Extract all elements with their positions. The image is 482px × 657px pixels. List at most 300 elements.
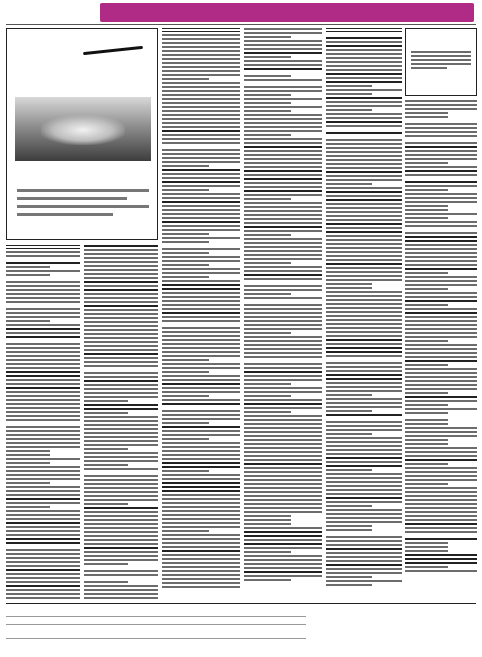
text-line xyxy=(405,304,448,306)
text-line xyxy=(6,530,80,532)
text-line xyxy=(405,185,477,187)
text-line xyxy=(326,441,402,443)
text-line xyxy=(162,38,240,40)
text-line xyxy=(6,324,80,326)
text-line xyxy=(162,169,240,171)
text-line xyxy=(405,487,477,489)
text-line xyxy=(326,77,402,79)
text-line xyxy=(162,502,240,504)
text-line xyxy=(326,461,402,463)
text-line xyxy=(244,138,322,140)
text-line xyxy=(405,455,477,457)
text-line xyxy=(405,213,477,215)
text-line xyxy=(405,268,477,270)
text-line xyxy=(405,499,477,501)
text-line xyxy=(6,262,80,264)
text-line xyxy=(405,491,477,493)
text-line xyxy=(244,293,291,295)
text-line xyxy=(162,399,240,401)
text-line xyxy=(405,280,477,282)
text-line xyxy=(326,89,402,91)
text-line xyxy=(405,312,477,314)
text-line xyxy=(84,293,158,295)
notice-body xyxy=(411,51,471,71)
text-line xyxy=(162,578,240,580)
text-line xyxy=(244,154,322,156)
text-line xyxy=(84,400,128,402)
advertisement-fineprint-line xyxy=(17,197,127,200)
text-line xyxy=(326,548,402,550)
text-line xyxy=(326,263,402,265)
text-line xyxy=(84,424,158,426)
text-line xyxy=(326,421,402,423)
text-line xyxy=(244,451,322,453)
text-line xyxy=(244,455,322,457)
text-line xyxy=(244,419,322,421)
text-line xyxy=(405,256,477,258)
text-line xyxy=(326,151,402,153)
text-line xyxy=(6,312,80,314)
text-line xyxy=(84,277,158,279)
text-line xyxy=(326,183,372,185)
text-line xyxy=(244,491,322,493)
text-line xyxy=(244,483,322,485)
text-line xyxy=(405,483,448,485)
text-line xyxy=(84,376,158,378)
text-line xyxy=(162,558,240,560)
text-line xyxy=(405,570,477,572)
text-line xyxy=(326,343,402,345)
text-line xyxy=(84,593,158,595)
text-line xyxy=(162,383,240,385)
text-line xyxy=(326,398,402,400)
text-line xyxy=(244,90,322,92)
text-line xyxy=(405,248,477,250)
text-line xyxy=(244,254,322,256)
text-line xyxy=(6,367,80,369)
text-line xyxy=(84,249,158,251)
text-line xyxy=(405,296,477,298)
text-line xyxy=(84,483,158,485)
text-line xyxy=(244,106,322,108)
text-line xyxy=(405,100,477,102)
text-line xyxy=(6,255,80,257)
text-line xyxy=(326,505,372,507)
text-line xyxy=(162,126,240,128)
text-line xyxy=(6,502,80,504)
text-line xyxy=(6,289,80,291)
text-line xyxy=(84,265,158,267)
text-line xyxy=(326,223,402,225)
text-line xyxy=(244,150,322,152)
text-line xyxy=(326,453,402,455)
text-line xyxy=(244,86,322,88)
text-line xyxy=(244,44,322,46)
text-line xyxy=(244,258,322,260)
text-line xyxy=(326,45,402,47)
text-line xyxy=(162,118,240,120)
text-line xyxy=(326,382,402,384)
text-line xyxy=(84,563,128,565)
text-line xyxy=(84,597,158,599)
text-line xyxy=(6,415,80,417)
text-line xyxy=(326,366,402,368)
text-line xyxy=(326,41,402,43)
text-line xyxy=(405,352,477,354)
text-line xyxy=(162,542,240,544)
text-line xyxy=(405,123,477,125)
text-line xyxy=(405,546,448,548)
text-line xyxy=(326,61,402,63)
text-line xyxy=(405,108,477,110)
text-line xyxy=(405,423,448,425)
text-line xyxy=(6,597,80,599)
text-line xyxy=(84,333,158,335)
text-line xyxy=(244,531,322,533)
text-line xyxy=(84,507,158,509)
text-line xyxy=(162,335,240,337)
text-line xyxy=(244,479,322,481)
text-line xyxy=(84,337,158,339)
text-line xyxy=(84,515,158,517)
text-line xyxy=(326,219,402,221)
text-line xyxy=(244,411,291,413)
text-line xyxy=(244,218,322,220)
text-line xyxy=(405,324,477,326)
text-line xyxy=(326,410,372,412)
text-line xyxy=(162,570,240,572)
text-line xyxy=(326,529,372,531)
text-line xyxy=(6,347,80,349)
text-line xyxy=(405,372,477,374)
text-line xyxy=(6,577,80,579)
text-line xyxy=(244,563,322,565)
text-line xyxy=(162,122,240,124)
text-line xyxy=(84,503,128,505)
text-line xyxy=(84,452,158,454)
text-line xyxy=(405,400,477,402)
text-line xyxy=(84,305,158,307)
text-line xyxy=(84,547,158,549)
text-line xyxy=(244,515,291,517)
text-line xyxy=(244,324,322,326)
text-line xyxy=(326,159,402,161)
text-line xyxy=(405,475,477,477)
text-line xyxy=(162,454,240,456)
form-ruled-line[interactable] xyxy=(6,624,306,625)
text-line xyxy=(162,430,240,432)
text-line xyxy=(244,186,322,188)
text-line xyxy=(84,468,158,470)
text-line xyxy=(162,142,240,144)
text-line xyxy=(326,271,402,273)
text-line xyxy=(326,485,402,487)
text-line xyxy=(162,157,240,159)
text-line xyxy=(162,522,240,524)
text-line xyxy=(6,490,80,492)
text-line xyxy=(244,230,322,232)
text-line xyxy=(84,313,158,315)
text-line xyxy=(84,559,158,561)
text-line xyxy=(244,340,322,342)
text-line xyxy=(405,427,477,429)
text-line xyxy=(244,316,322,318)
text-line xyxy=(326,295,402,297)
text-line xyxy=(162,280,240,282)
text-line xyxy=(244,332,291,334)
text-line xyxy=(326,469,372,471)
text-line xyxy=(6,281,80,283)
text-line xyxy=(326,147,402,149)
text-line xyxy=(6,557,80,559)
text-line xyxy=(84,581,128,583)
text-line xyxy=(405,174,477,176)
text-line xyxy=(162,114,240,116)
text-line xyxy=(326,187,402,189)
text-line xyxy=(405,193,477,195)
text-line xyxy=(6,569,80,571)
text-line xyxy=(244,202,322,204)
text-line xyxy=(162,359,209,361)
text-line xyxy=(326,195,402,197)
text-line xyxy=(405,209,448,211)
text-line xyxy=(326,572,402,574)
masthead xyxy=(27,3,87,25)
text-line xyxy=(162,221,240,223)
text-line xyxy=(244,527,322,529)
text-line xyxy=(244,194,322,196)
text-line xyxy=(6,403,80,405)
text-line xyxy=(162,387,240,389)
notice-box xyxy=(405,28,477,96)
text-line xyxy=(84,585,158,587)
text-line xyxy=(6,553,80,555)
text-line xyxy=(405,260,477,262)
text-line xyxy=(84,416,158,418)
text-line xyxy=(84,531,158,533)
text-line xyxy=(6,293,80,295)
text-line xyxy=(162,54,240,56)
text-line xyxy=(162,225,240,227)
text-line xyxy=(326,489,402,491)
text-line xyxy=(326,497,402,499)
text-line xyxy=(162,292,240,294)
text-line xyxy=(405,189,448,191)
text-line xyxy=(405,511,477,513)
text-line xyxy=(244,555,322,557)
text-line xyxy=(162,422,209,424)
form-ruled-line[interactable] xyxy=(6,638,306,639)
text-line xyxy=(244,206,322,208)
text-line xyxy=(244,158,322,160)
column-2 xyxy=(84,245,158,599)
text-line xyxy=(6,407,80,409)
text-line xyxy=(6,442,80,444)
text-line xyxy=(162,58,240,60)
text-line xyxy=(84,257,158,259)
text-line xyxy=(405,380,477,382)
text-line xyxy=(162,181,240,183)
text-line xyxy=(162,197,240,199)
text-line xyxy=(162,177,240,179)
text-line xyxy=(326,327,402,329)
text-line xyxy=(162,550,240,552)
text-line xyxy=(162,165,209,167)
text-line xyxy=(244,64,322,66)
text-line xyxy=(326,509,402,511)
text-line xyxy=(326,437,402,439)
text-line xyxy=(405,232,477,234)
text-line xyxy=(162,248,240,250)
text-line xyxy=(162,233,209,235)
text-line xyxy=(6,458,80,460)
text-line xyxy=(326,568,402,570)
text-line xyxy=(244,551,291,553)
text-line xyxy=(405,288,448,290)
text-line xyxy=(244,134,291,136)
text-line xyxy=(162,153,240,155)
text-line xyxy=(326,390,402,392)
text-line xyxy=(6,573,80,575)
text-line xyxy=(326,394,372,396)
text-line xyxy=(405,384,477,386)
text-line xyxy=(326,556,402,558)
text-line xyxy=(244,242,322,244)
text-line xyxy=(6,375,80,377)
text-line xyxy=(84,543,158,545)
text-line xyxy=(405,264,477,266)
text-line xyxy=(326,215,402,217)
text-line xyxy=(6,383,80,385)
text-line xyxy=(162,86,240,88)
text-line xyxy=(326,339,402,341)
text-line xyxy=(326,370,402,372)
text-line xyxy=(326,378,402,380)
text-line xyxy=(405,300,477,302)
text-line xyxy=(244,363,322,365)
text-line xyxy=(6,411,80,413)
top-rule xyxy=(6,24,476,25)
text-line xyxy=(326,227,402,229)
text-line xyxy=(405,439,448,441)
text-line xyxy=(162,327,240,329)
text-line xyxy=(326,564,402,566)
text-line xyxy=(326,335,402,337)
text-line xyxy=(326,477,402,479)
text-line xyxy=(326,132,402,134)
text-line xyxy=(244,539,322,541)
text-line xyxy=(162,134,240,136)
text-line xyxy=(244,94,291,96)
text-line xyxy=(326,283,372,285)
text-line xyxy=(244,467,322,469)
text-line xyxy=(326,429,402,431)
form-ruled-line[interactable] xyxy=(6,616,306,617)
text-line xyxy=(84,349,158,351)
text-line xyxy=(326,536,402,538)
text-line xyxy=(326,259,402,261)
text-line xyxy=(162,395,209,397)
text-line xyxy=(326,473,402,475)
text-line xyxy=(405,408,477,410)
text-line xyxy=(405,558,477,560)
text-line xyxy=(162,193,240,195)
text-line xyxy=(326,560,402,562)
text-line xyxy=(405,135,477,137)
text-line xyxy=(84,539,158,541)
text-line xyxy=(326,493,402,495)
column-4 xyxy=(244,28,322,599)
text-line xyxy=(162,46,240,48)
text-line xyxy=(162,209,240,211)
text-line xyxy=(405,348,477,350)
text-line xyxy=(326,481,402,483)
text-line xyxy=(162,320,240,322)
text-line xyxy=(326,291,402,293)
text-line xyxy=(326,406,402,408)
text-line xyxy=(326,517,402,519)
text-line xyxy=(405,162,448,164)
text-line xyxy=(405,392,448,394)
text-line xyxy=(326,65,402,67)
text-line xyxy=(405,503,477,505)
text-line xyxy=(405,150,477,152)
text-line xyxy=(84,555,158,557)
column-1 xyxy=(6,245,80,599)
text-line xyxy=(162,276,209,278)
text-line xyxy=(84,261,158,263)
text-line xyxy=(6,328,80,330)
text-line xyxy=(405,538,477,540)
text-line xyxy=(405,519,477,521)
text-line xyxy=(326,199,402,201)
text-line xyxy=(84,511,158,513)
text-line xyxy=(405,443,448,445)
column-section-label xyxy=(326,28,402,32)
text-line xyxy=(84,460,158,462)
swoosh-icon xyxy=(83,46,143,55)
text-line xyxy=(162,562,240,564)
text-line xyxy=(244,75,291,77)
text-line xyxy=(244,336,322,338)
text-line xyxy=(244,285,322,287)
text-line xyxy=(6,466,80,468)
text-line xyxy=(162,173,240,175)
text-line xyxy=(244,56,291,58)
text-line xyxy=(326,433,372,435)
text-line xyxy=(244,118,322,120)
text-line xyxy=(244,28,322,30)
text-line xyxy=(6,593,80,595)
text-line xyxy=(244,320,322,322)
text-line xyxy=(6,301,80,303)
text-line xyxy=(244,174,322,176)
text-line xyxy=(326,191,402,193)
text-line xyxy=(244,523,291,525)
text-line xyxy=(326,414,402,416)
text-line xyxy=(405,360,477,362)
text-line xyxy=(162,74,240,76)
text-line xyxy=(326,307,402,309)
text-line xyxy=(6,470,80,472)
text-line xyxy=(162,284,240,286)
text-line xyxy=(84,404,158,406)
text-line xyxy=(84,491,158,493)
text-line xyxy=(244,102,291,104)
text-line xyxy=(244,507,322,509)
text-line xyxy=(6,589,80,591)
text-line xyxy=(244,535,322,537)
